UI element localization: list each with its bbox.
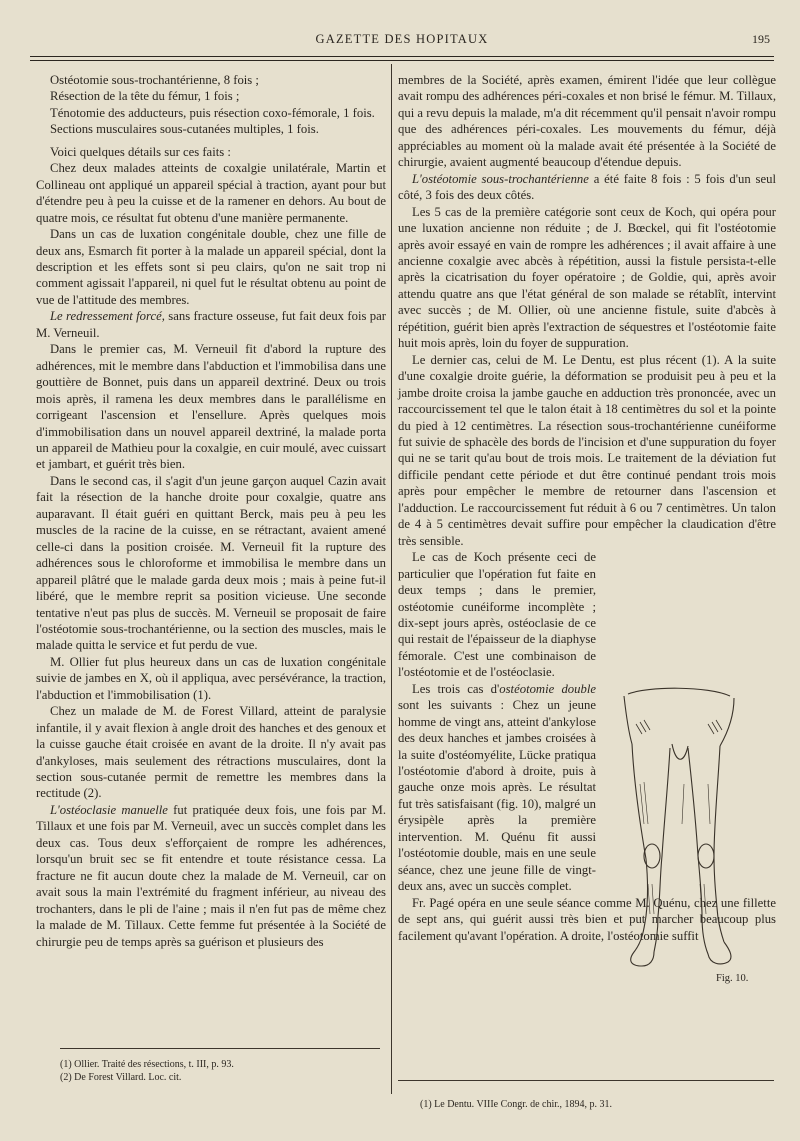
- paragraph: Chez deux malades atteints de coxalgie unilatérale, Martin et Collineau ont appliqué un appareil spécial à traction, ayant pour but d'étendre peu à peu la cuisse et de la ramener en dehors. Au bout de quatre mois, ce résultat fut obtenu d'une manière permanente.: [36, 161, 386, 225]
- legs-drawing-icon: [588, 684, 770, 974]
- footnotes-right: [420, 1098, 770, 1111]
- paragraph: Le cas de Koch présente ceci de particulier que l'opération fut faite en deux temps ; dans le premier, ostéotomie cunéiforme incomplète ; dix-sept jours après, ostéoclasie de ce qui restait de l'épaisseur de la diaphyse fémorale. C'est une combinaison de l'ostéotomie et de l'ostéoclasie.: [398, 550, 596, 680]
- left-column: [36, 72, 386, 950]
- italic-term: ostéotomie double: [499, 681, 596, 696]
- paragraph: Les 5 cas de la première catégorie sont ceux de Koch, qui opéra pour une luxation ancienne non réduite ; de J. Bœckel, qui fit l'ostéotomie après avoir essayé en vain de rompre les adhérences ; il avait affaire à une ancienne coxalgie avec abcès à répétition, aussi la fistule persista-t-elle après la cicatrisation du foyer opératoire ; de Goldie, qui, après avoir attendu quatre ans que l'état général de son malade se rétablît, intervint avec succès ; de M. Ollier, où une ancienne fistule, suite d'abcès à répétition, guérit bien après l'extraction de séquestres et l'ostéotomie faite huit mois après, loin du foyer de suppuration.: [398, 204, 776, 351]
- header-rule-thin: [30, 60, 774, 61]
- column-separator: [391, 64, 392, 1094]
- paragraph: Dans le second cas, il s'agit d'un jeune garçon auquel Cazin avait fait la résection de la hanche droite pour coxalgie, quatre ans auparavant. Il était guéri en quittant Berck, mais peu à peu les muscles de la racine de la cuisse, en se rétractant, avaient amené celle-ci dans la position croisée. M. Verneuil fit la rupture des adhérences sous le chloroforme et immobilisa le membre dans un appareil plâtré que le malade garda deux mois ; mais à peine fut-il libéré, que le membre reprit sa position vicieuse. Une seconde tentative n'eut pas plus de succès. M. Verneuil se proposait de faire l'ostéotomie sous-trochantérienne, ou la section des muscles, mais le malade quitta le service et fut perdu de vue.: [36, 473, 386, 653]
- paragraph: Le redressement forcé, sans fracture osseuse, fut fait deux fois par M. Verneuil.: [36, 309, 386, 340]
- italic-term: Le redressement forcé,: [50, 309, 165, 324]
- figure-10-illustration: [588, 684, 770, 984]
- paragraph: L'ostéotomie sous-trochantérienne a été faite 8 fois : 5 fois d'un seul côté, 3 fois des deux côtés.: [398, 171, 776, 203]
- paragraph: Dans un cas de luxation congénitale double, chez une fille de deux ans, Esmarch fit porter à la malade un appareil spécial, dont la description et les effets sont si peu clairs, qu'on ne sait trop ni comment agissait l'appareil, ni quel fut le résultat obtenu au point de vue de l'attitude des membres.: [36, 227, 386, 307]
- footnote: (1) Ollier. Traité des résections, t. III, p. 93.: [60, 1059, 234, 1070]
- paragraph: Chez un malade de M. de Forest Villard, atteint de paralysie infantile, il y avait flexion à angle droit des hanches et des genoux et la cuisse gauche était croisée en avant de la droite. Il n'y avait pas d'ankyloses, mais seulement des rétractions musculaires, dont la section sous-cutanée permit de remettre les membres dans la rectitude (2).: [36, 704, 386, 801]
- footnotes-left: [60, 1058, 380, 1084]
- paragraph: L'ostéoclasie manuelle fut pratiquée deux fois, une fois par M. Tillaux et une fois par M. Verneuil, avec un succès complet dans les deux cas. Tous deux s'efforçaient de rompre les adhérences, lorsqu'un bruit sec se fit entendre et toute résistance cessa. La fracture ne fit aucun doute chez la malade de M. Verneuil, car on avait sous la main l'extrémité du fragment inférieur, au niveau des trochanters, dans le pli de l'aine ; mais il n'en fut pas de même chez la malade de M. Tillaux. Cette femme fut présentée à la Société de chirurgie peu de temps après sa guérison et plusieurs des: [36, 802, 386, 949]
- footnote: (1) Le Dentu. VIIIe Congr. de chir., 1894, p. 31.: [420, 1099, 612, 1110]
- paragraph: Fr. Pagé opéra en une seule séance comme M. Quénu, chez une fillette de sept ans, qui guérit aussi très bien et put marcher beaucoup plus facilement qu'avant l'opération. A droite, l'ostéotomie suffit: [398, 895, 776, 943]
- page-number: 195: [752, 32, 770, 46]
- paragraph: Voici quelques détails sur ces faits :: [50, 144, 231, 159]
- italic-term: L'ostéoclasie manuelle: [50, 802, 168, 817]
- footnote: (2) De Forest Villard. Loc. cit.: [60, 1072, 182, 1083]
- figure-caption: Fig. 10.: [716, 973, 749, 984]
- paragraph: Les trois cas d'ostéotomie double sont les suivants : Chez un jeune homme de vingt ans, atteint d'ankylose des deux hanches et jambes croisées à la suite d'ostéomyélite, Lücke pratiqua l'ostéotomie d'abord à droite, puis à gauche onze mois après. Le résultat fut très satisfaisant (fig. 10), malgré un érysipèle après la première intervention. M. Quénu fit aussi l'ostéotomie double, mais en une seule séance, chez une jeune fille de vingt-deux ans, avec un succès complet.: [398, 681, 596, 894]
- journal-title: GAZETTE DES HOPITAUX: [315, 32, 489, 46]
- paragraph: Dans le premier cas, M. Verneuil fit d'abord la rupture des adhérences, mit le membre dans l'abduction et l'immobilisa dans une gouttière de Bonnet, puis dans un appareil dextriné. Deux ou trois mois après, il ramena les deux membres dans le parallélisme en corrigeant l'ascension et l'ensellure. Après quelques mois d'immobilisation dans un nouvel appareil dextriné, la malade porta un appareil de Mathieu pour la coxalgie, en cuir moulé, avec cuissart et jambart, et guérit très bien.: [36, 342, 386, 472]
- list-item: Sections musculaires sous-cutanées multiples, 1 fois.: [50, 122, 319, 137]
- italic-term: L'ostéotomie sous-trochantérienne: [412, 171, 589, 186]
- list-item: Ténotomie des adducteurs, puis résection coxo-fémorale, 1 fois.: [50, 105, 375, 120]
- list-item: Résection de la tête du fémur, 1 fois ;: [50, 89, 240, 104]
- footnote-rule: [398, 1080, 774, 1081]
- paragraph: M. Ollier fut plus heureux dans un cas de luxation congénitale suivie de jambes en X, où il appliqua, avec persévérance, la traction, l'abduction et l'immobilisation (1).: [36, 654, 386, 702]
- list-item: Ostéotomie sous-trochantérienne, 8 fois ;: [50, 73, 259, 87]
- paragraph: Le dernier cas, celui de M. Le Dentu, est plus récent (1). A la suite d'une coxalgie droite guérie, la déformation se produisit peu à peu et la jambe droite croisa la jambe gauche en adduction très prononcée, avec un raccourcissement tel que le talon était à 18 centimètres du sol et la pointe du pied à 12 centimètres. La résection sous-trochantérienne cunéiforme fut suivie de sphacèle des bords de l'incision et d'une suppuration du foyer qui ne se tarit qu'au bout de trois mois. Le traitement de la déviation fut difficile pendant cette période et dut être continué pendant trois mois après pour empêcher le membre de retourner dans l'ascension et l'adduction. Le raccourcissement fut réduit à 6 ou 7 centimètres. Un talon de 4 à 5 centimètres devait suffire pour empêcher la claudication d'être très sensible.: [398, 352, 776, 548]
- header-rule: [30, 56, 774, 57]
- paragraph: membres de la Société, après examen, émirent l'idée que leur collègue avait rompu des adhérences péri-coxales et non brisé le fémur. M. Tillaux, qui a revu depuis la malade, m'a dit récemment qu'il pensait n'avoir rompu que des adhérences péri-coxales. Les mouvements du fémur, déjà appréciables au moment où la malade avait été présentée à la Société de chirurgie, avaient augmenté beaucoup d'étendue depuis.: [398, 73, 776, 170]
- page-header: [30, 30, 774, 50]
- footnote-rule: [60, 1048, 380, 1049]
